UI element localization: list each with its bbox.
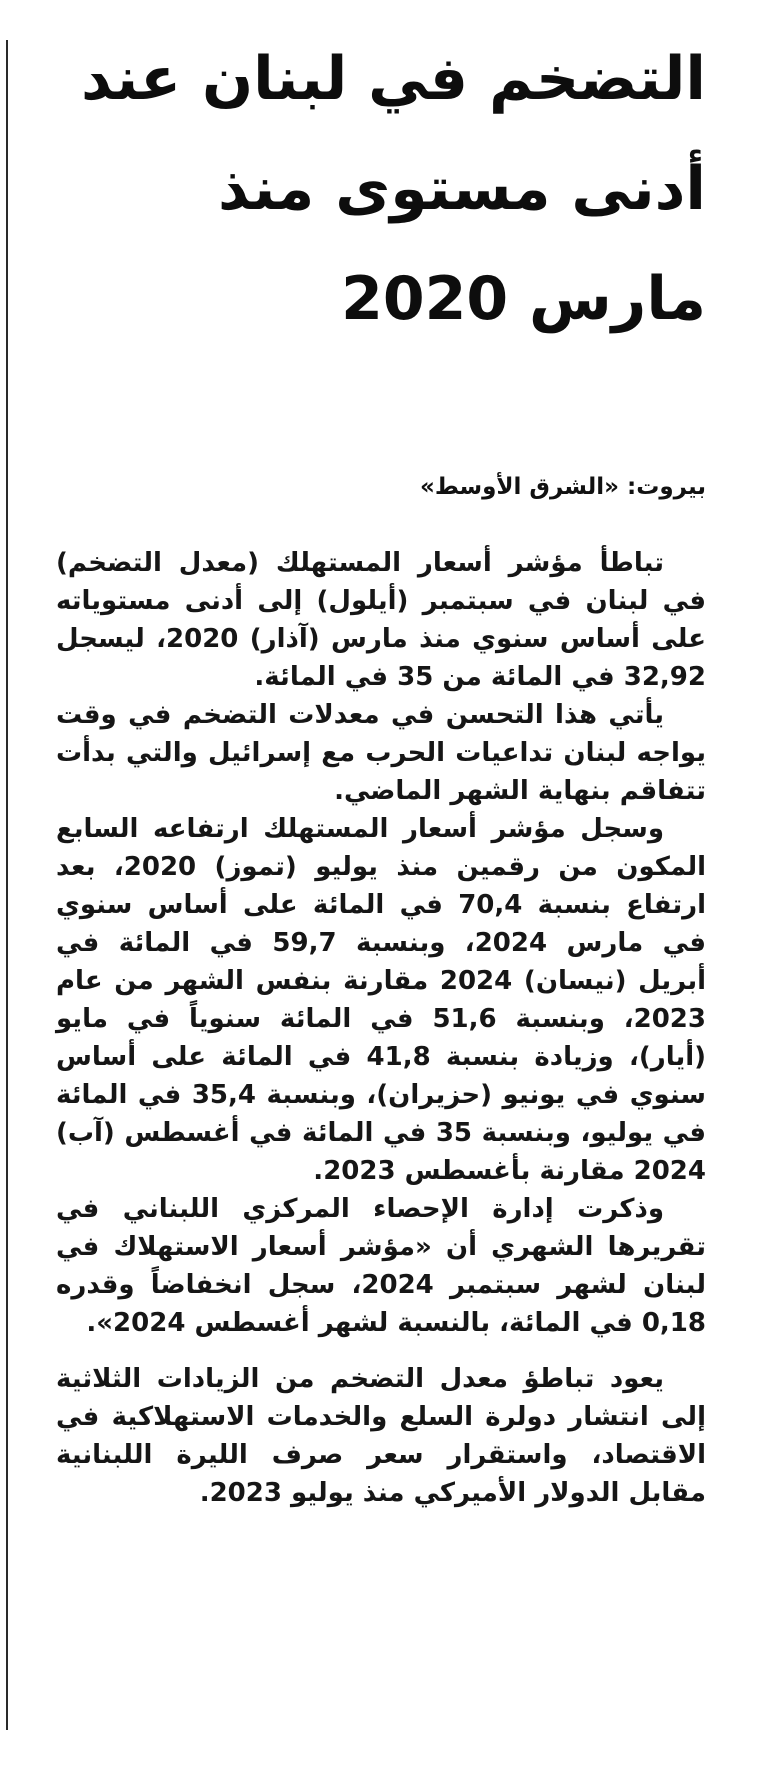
article-body [56,544,706,1512]
article-paragraph-3: وسجل مؤشر أسعار المستهلك ارتفاعه السابع المكون من رقمين منذ يوليو (تموز) 2020، بعد ارتفاع بنسبة 70,4 في المائة على أساس سنوي في مارس 2024، وبنسبة 59,7 في المائة في أبريل (نيسان) 2024 مقارنة بنفس الشهر من عام 2023، وبنسبة 51,6 في المائة سنوياً في مايو (أيار)، وزيادة بنسبة 41,8 في المائة على أساس سنوي في يونيو (حزيران)، وبنسبة 35,4 في المائة في يوليو، وبنسبة 35 في المائة في أغسطس (آب) 2024 مقارنة بأغسطس 2023. [56,814,707,1186]
article-paragraph-5: يعود تباطؤ معدل التضخم من الزيادات الثلاثية إلى انتشار دولرة السلع والخدمات الاستهلاكية في الاقتصاد، واستقرار سعر صرف الليرة اللبنانية مقابل الدولار الأميركي منذ يوليو 2023. [56,1364,706,1508]
article-paragraph-4: وذكرت إدارة الإحصاء المركزي اللبناني في تقريرها الشهري أن «مؤشر أسعار الاستهلاك في لبنان لشهر سبتمبر 2024، سجل انخفاضاً وقدره 0,18 في المائة، بالنسبة لشهر أغسطس 2024». [56,1194,707,1338]
news-article [56,24,706,1512]
article-paragraph-2: يأتي هذا التحسن في معدلات التضخم في وقت يواجه لبنان تداعيات الحرب مع إسرائيل والتي بدأت تتفاقم بنهاية الشهر الماضي. [56,700,706,806]
article-paragraph-1: تباطأ مؤشر أسعار المستهلك (معدل التضخم) في لبنان في سبتمبر (أيلول) إلى أدنى مستوياته على أساس سنوي منذ مارس (آذار) 2020، ليسجل 32,92 في المائة من 35 في المائة. [56,548,706,692]
article-headline: التضخم في لبنان عند أدنى مستوى منذ مارس 2020 [80,44,706,334]
column-divider [6,40,8,1730]
article-byline: بيروت: «الشرق الأوسط» [419,474,706,500]
